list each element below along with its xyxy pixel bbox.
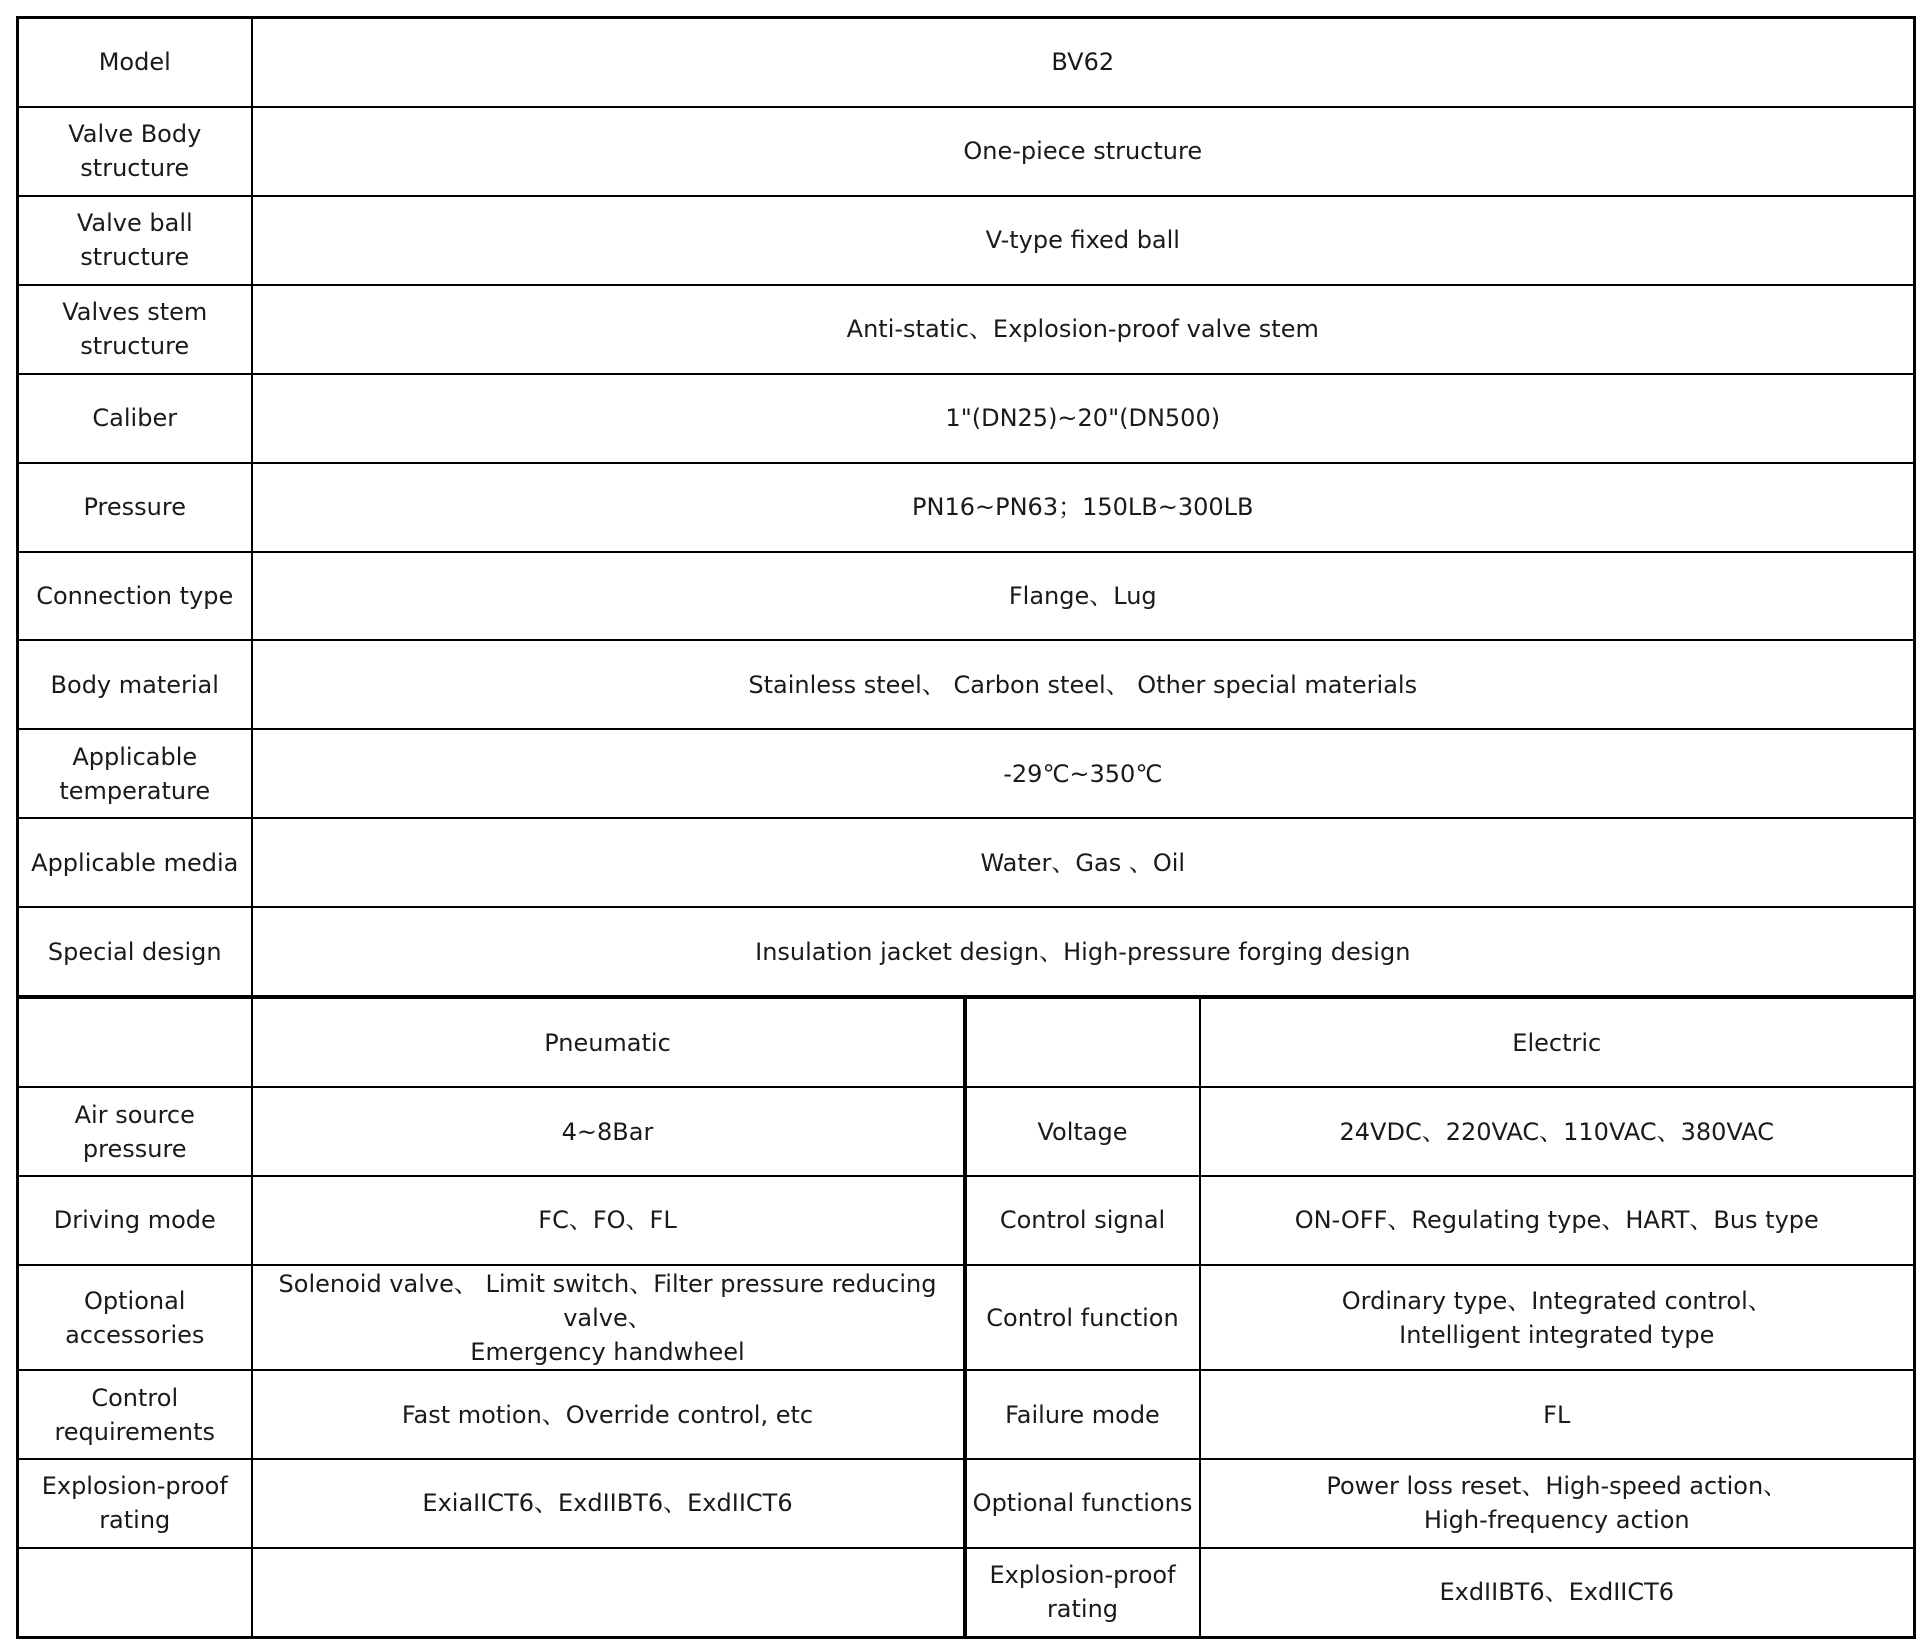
spec-row-pressure — [18, 463, 1915, 552]
pneumatic-value — [252, 1548, 965, 1638]
electric-header: Electric — [1200, 997, 1915, 1087]
pneumatic-label: Optional accessories — [18, 1265, 252, 1370]
electric-value: FL — [1200, 1370, 1915, 1459]
spec-row-media — [18, 818, 1915, 907]
electric-value: ExdIIBT6、ExdIICT6 — [1200, 1548, 1915, 1638]
spec-row-valve-ball — [18, 196, 1915, 285]
spec-label: Applicable media — [18, 818, 252, 907]
spec-value: One-piece structure — [252, 107, 1915, 196]
actuator-header-row — [18, 997, 1915, 1087]
spec-row-model — [18, 18, 1915, 107]
spec-label: Valves stem structure — [18, 285, 252, 374]
actuator-row — [18, 1459, 1915, 1548]
electric-value: ON-OFF、Regulating type、HART、Bus type — [1200, 1176, 1915, 1265]
actuator-row — [18, 1370, 1915, 1459]
electric-label: Explosion-proof rating — [965, 1548, 1200, 1638]
spec-row-body-material — [18, 640, 1915, 729]
header-empty-cell — [18, 997, 252, 1087]
spec-table — [16, 16, 1916, 1639]
spec-row-connection — [18, 552, 1915, 641]
pneumatic-label: Explosion-proof rating — [18, 1459, 252, 1548]
pneumatic-value: 4~8Bar — [252, 1087, 965, 1176]
spec-value: Insulation jacket design、High-pressure forging design — [252, 907, 1915, 997]
pneumatic-label — [18, 1548, 252, 1638]
pneumatic-value: Solenoid valve、 Limit switch、Filter pressure reducing valve、 Emergency handwheel — [252, 1265, 965, 1370]
electric-label: Voltage — [965, 1087, 1200, 1176]
actuator-row — [18, 1176, 1915, 1265]
electric-label: Optional functions — [965, 1459, 1200, 1548]
spec-label: Body material — [18, 640, 252, 729]
spec-label: Special design — [18, 907, 252, 997]
spec-label: Connection type — [18, 552, 252, 641]
spec-label: Model — [18, 18, 252, 107]
pneumatic-value: ExiaIICT6、ExdIIBT6、ExdIICT6 — [252, 1459, 965, 1548]
spec-label: Caliber — [18, 374, 252, 463]
actuator-row — [18, 1548, 1915, 1638]
spec-value: Stainless steel、 Carbon steel、 Other special materials — [252, 640, 1915, 729]
electric-value: 24VDC、220VAC、110VAC、380VAC — [1200, 1087, 1915, 1176]
spec-label: Applicable temperature — [18, 729, 252, 818]
spec-value: BV62 — [252, 18, 1915, 107]
electric-label: Control function — [965, 1265, 1200, 1370]
spec-row-special-design — [18, 907, 1915, 997]
spec-value: -29℃~350℃ — [252, 729, 1915, 818]
spec-label: Valve ball structure — [18, 196, 252, 285]
spec-value: PN16~PN63；150LB~300LB — [252, 463, 1915, 552]
electric-label: Control signal — [965, 1176, 1200, 1265]
spec-value: Water、Gas 、Oil — [252, 818, 1915, 907]
spec-row-valve-body — [18, 107, 1915, 196]
spec-row-caliber — [18, 374, 1915, 463]
electric-label: Failure mode — [965, 1370, 1200, 1459]
spec-value: Flange、Lug — [252, 552, 1915, 641]
actuator-row — [18, 1265, 1915, 1370]
spec-value: Anti-static、Explosion-proof valve stem — [252, 285, 1915, 374]
pneumatic-label: Control requirements — [18, 1370, 252, 1459]
electric-value: Ordinary type、Integrated control、 Intelligent integrated type — [1200, 1265, 1915, 1370]
spec-row-temperature — [18, 729, 1915, 818]
spec-value: 1"(DN25)~20"(DN500) — [252, 374, 1915, 463]
pneumatic-label: Driving mode — [18, 1176, 252, 1265]
spec-row-valve-stem — [18, 285, 1915, 374]
pneumatic-label: Air source pressure — [18, 1087, 252, 1176]
spec-label: Valve Body structure — [18, 107, 252, 196]
actuator-row — [18, 1087, 1915, 1176]
pneumatic-header: Pneumatic — [252, 997, 965, 1087]
spec-value: V-type fixed ball — [252, 196, 1915, 285]
header-empty-cell — [965, 997, 1200, 1087]
spec-label: Pressure — [18, 463, 252, 552]
pneumatic-value: FC、FO、FL — [252, 1176, 965, 1265]
electric-value: Power loss reset、High-speed action、 High-frequency action — [1200, 1459, 1915, 1548]
pneumatic-value: Fast motion、Override control, etc — [252, 1370, 965, 1459]
